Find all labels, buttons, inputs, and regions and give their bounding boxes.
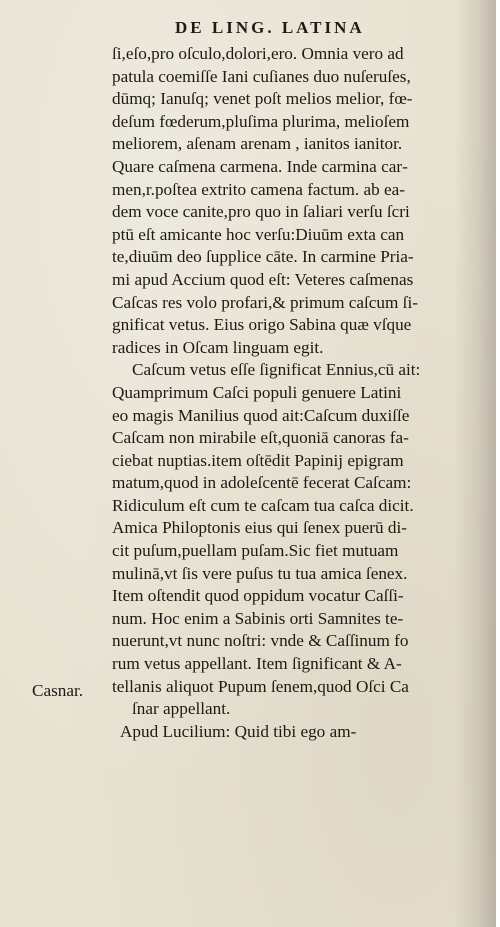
text-line: deſum fœderum,pluſima plurima, melioſem xyxy=(112,111,410,131)
body-text xyxy=(112,43,482,743)
text-line: dūmq; Ianuſq; venet poſt melios melior, fœ‑ xyxy=(112,89,413,109)
running-head: DE LING. LATINA xyxy=(175,18,365,37)
text-line: eo magis Manilius quod ait:Caſcum duxiſſe xyxy=(112,405,410,425)
text-line: rum vetus appellant. Item ſignificant & A‑ xyxy=(112,654,402,674)
text-line: mulinā,vt ſis vere puſus tu tua amica ſenex. xyxy=(112,563,408,583)
text-line: Caſcum vetus eſſe ſignificat Ennius,cū ait: xyxy=(132,360,421,380)
text-line: radices in Oſcam linguam egit. xyxy=(112,337,324,357)
text-line: ſnar appellant. xyxy=(132,699,231,719)
text-line: Quamprimum Caſci populi genuere Latini xyxy=(112,382,402,402)
marginal-note: Casnar. xyxy=(32,681,84,700)
text-line: Apud Lucilium: Quid tibi ego am‑ xyxy=(120,721,357,741)
text-line: patula coemiſſe Iani cuſianes duo nuſeruſes, xyxy=(112,66,411,86)
text-line: nuerunt,vt nunc noſtri: vnde & Caſſinum fo xyxy=(112,631,409,651)
text-line: matum,quod in adoleſcentē fecerat Caſcam: xyxy=(112,473,412,493)
text-line: mi apud Accium quod eſt: Veteres caſmenas xyxy=(112,269,414,289)
text-line: Caſcam non mirabile eſt,quoniā canoras fa‑ xyxy=(112,428,409,448)
text-line: ciebat nuptias.item oſtēdit Papinij epigram xyxy=(112,450,404,470)
text-line: Ridiculum eſt cum te caſcam tua caſca dicit. xyxy=(112,495,414,515)
text-line: Amica Philoptonis eius qui ſenex puerū di‑ xyxy=(112,518,408,538)
text-line: tellanis aliquot Pupum ſenem,quod Oſci Ca xyxy=(112,676,409,696)
text-line: num. Hoc enim a Sabinis orti Samnites te‑ xyxy=(112,608,404,628)
text-line: te,diuūm deo ſupplice cāte. In carmine Pria‑ xyxy=(112,247,414,267)
text-line: ſi,eſo,pro oſculo,dolori,ero. Omnia vero ad xyxy=(112,44,404,63)
text-line: Caſcas res volo profari,& primum caſcum ſi‑ xyxy=(112,292,418,312)
text-line: ptū eſt amicante hoc verſu:Diuūm exta can xyxy=(112,224,405,244)
text-line: meliorem, aſenam arenam , ianitos ianitor. xyxy=(112,134,403,154)
text-line: Quare caſmena carmena. Inde carmina car‑ xyxy=(112,156,408,176)
text-line: men,r.poſtea extrito camena factum. ab ea‑ xyxy=(112,179,406,199)
text-line: dem voce canite,pro quo in ſaliari verſu ſcri xyxy=(112,202,410,222)
text-line: gnificat vetus. Eius origo Sabina quæ vſque xyxy=(112,315,412,335)
text-line: cit puſum,puellam puſam.Sic fiet mutuam xyxy=(112,541,399,561)
text-line: Item oſtendit quod oppidum vocatur Caſſi‑ xyxy=(112,586,404,606)
